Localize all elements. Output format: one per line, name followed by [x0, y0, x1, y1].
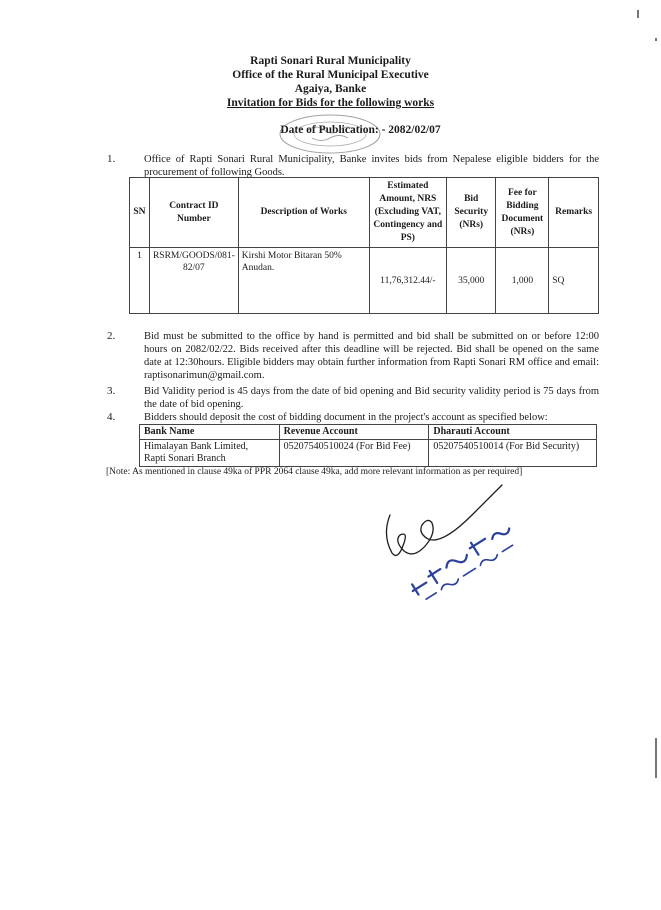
- table-row: [130, 248, 599, 314]
- note-text: [Note: As mentioned in clause 49ka of PPR 2064 clause 49ka, add more relevant information as per required]: [106, 467, 523, 477]
- col-header-contract: Contract ID Number: [149, 178, 238, 248]
- table-row: [140, 440, 597, 467]
- bank-branch-line: Rapti Sonari Branch: [144, 453, 226, 464]
- cell-security: 35,000: [446, 248, 496, 314]
- cell-contract: RSRM/GOODS/081-82/07: [149, 248, 238, 314]
- bank-table: [139, 424, 597, 467]
- item-text: Bidders should deposit the cost of bidding document in the project's account as specified below:: [144, 412, 548, 423]
- item-number: 2.: [107, 330, 116, 342]
- col-header-security: Bid Security (NRs): [446, 178, 496, 248]
- item-number: 3.: [107, 385, 116, 397]
- cell-amount: 11,76,312.44/-: [369, 248, 446, 314]
- cell-sn: 1: [130, 248, 150, 314]
- col-header-revenue: Revenue Account: [279, 425, 429, 440]
- col-header-remarks: Remarks: [549, 178, 599, 248]
- office-seal-stamp: [270, 110, 390, 156]
- table-header-row: [140, 425, 597, 440]
- item-number: 1.: [107, 153, 116, 165]
- col-header-description: Description of Works: [238, 178, 369, 248]
- col-header-fee: Fee for Bidding Document (NRs): [496, 178, 549, 248]
- cell-bank-name: [140, 440, 280, 467]
- scan-mark: [637, 10, 639, 18]
- bid-table: [129, 177, 599, 314]
- scan-mark: [655, 38, 657, 41]
- cell-fee: 1,000: [496, 248, 549, 314]
- signature-and-official-stamp: [360, 470, 560, 610]
- col-header-dharauti: Dharauti Account: [429, 425, 597, 440]
- item-text: Bid must be submitted to the office by hand is permitted and bid shall be submitted on or before 12:00 hours on 2082/02/22. Bids received after this deadline will be rejected. Bid shall be opened on the same date at 12:30hours. Eligible bidders may obtain further information from Rapti Sonari RM office and email: raptisonarimun@gmail.com.: [144, 331, 599, 381]
- office-name: Office of the Rural Municipal Executive: [232, 69, 429, 81]
- bank-name-line: Himalayan Bank Limited,: [144, 441, 249, 452]
- cell-description: Kirshi Motor Bitaran 50% Anudan.: [238, 248, 369, 314]
- item-text: Bid Validity period is 45 days from the date of bid opening and Bid security validity period is 75 days from the date of bid opening.: [144, 386, 599, 410]
- cell-dharauti-account: 05207540510014 (For Bid Security): [429, 440, 597, 467]
- notice-title: Invitation for Bids for the following works: [226, 97, 435, 109]
- signature: [386, 485, 502, 555]
- scan-mark: [655, 738, 657, 778]
- municipality-name: Rapti Sonari Rural Municipality: [250, 55, 411, 67]
- cell-remarks: SQ: [549, 248, 599, 314]
- cell-revenue-account: 05207540510024 (For Bid Fee): [279, 440, 429, 467]
- item-text: Office of Rapti Sonari Rural Municipality, Banke invites bids from Nepalese eligible bidders for the procurement of following Goods.: [144, 154, 599, 178]
- col-header-sn: SN: [130, 178, 150, 248]
- col-header-bank: Bank Name: [140, 425, 280, 440]
- col-header-amount: Estimated Amount, NRS (Excluding VAT, Contingency and PS): [369, 178, 446, 248]
- office-address: Agaiya, Banke: [294, 83, 367, 95]
- publication-date: Date of Publication: - 2082/02/07: [280, 124, 441, 136]
- official-stamp: [400, 506, 537, 609]
- item-number: 4.: [107, 411, 116, 423]
- table-header-row: [130, 178, 599, 248]
